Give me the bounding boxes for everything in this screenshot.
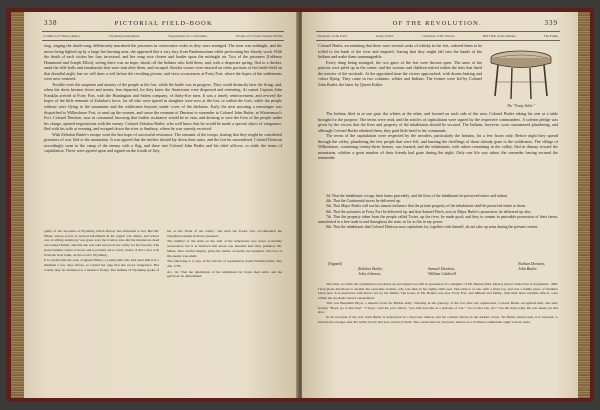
- right-footnote: The table on which the capitulation was drawn up and signed was still in possession of a daughter of Mr. Bennet (Mrs. Myers) when I visited her in September, 1848. I had given directions to another the venerable woman, who was then in her eighty-sixth year. The table is of oak, with a fixed top, and was a family piece of furniture when new. It is preserved with much care by the family. The house of Mr. Bennet was near Forty Fort, and himself and family, with their most valuable effects, were within the stockade when it surrendered.: [318, 282, 558, 301]
- left-footnote: The number of the slain on the side of the Americans was never accurately ascertained, but it is believed that about one hundred and sixty perished. Mr. Miner, after careful inquiry, gives the names of nearly two hundred. The loss of the enemy was small.: [167, 239, 282, 258]
- left-page-header: [44, 19, 282, 29]
- left-topic-item: Wyoming Settlements.: [109, 34, 140, 38]
- treaty-table-illustration: [486, 44, 556, 102]
- article-item: 4th. That the Continental stores be delivered up.: [326, 199, 401, 204]
- signed-label: [Signed]: [328, 261, 342, 266]
- right-opening-text: [318, 43, 482, 87]
- right-paragraph: Every thing being arranged, the two gates of the fort were thrown open. The arms of the patriots were piled up in the center, and the women and children retired within the huts that lined the interior of the stockade. At the appointed time the victors approached, with drums beating and colors flying. They came in two columns, whites and Indians. The former were led by Colonel John Butler, the latter by Queen Esther.: [318, 59, 482, 87]
- right-page-edges: [577, 12, 590, 398]
- left-footnotes: [44, 229, 282, 279]
- article-item: 3d. That the inhabitants occupy their farms peaceably, and the lives of the inhabitants be preserved entire and unhurt.: [326, 194, 508, 198]
- capitulation-articles: [318, 194, 558, 230]
- left-topic-item: Negotiations for a Surrender.: [168, 34, 208, 38]
- right-topic-item: Bad Faith of the Indians.: [482, 34, 517, 38]
- left-paragraph: Terrible were the suspense and anxiety of the people at the fort, while the battle was in progress. They could distinctly hear the firing, and, when the shots became fewer and nearer, fear departed, for they knew the Americans were dispersed and retreating. At sunset Captain John Franklin arrived at Forty Fort, with the Huntington and Salem company, of thirty-five men. It was a timely reinforcement, and revived the hopes of the little remnant of Zebulon's force, for all who were spared in slaughter were now at the fort, or within the forts, while the people without were flying to the mountains and the wilderness beyond, under cover of the darkness. Early the next morning a messenger was dispatched to Wilkesbarre Fort, to send up the women, and cause the remnant of Denison to surrender to Colonel John Butler, at Wintermoot's Fort. Colonel Denison, now in command, knowing that further resistance would be in vain, and desiring to save the lives of the people under his charge, opened negotiations with the enemy. Colonel Zebulon Butler, who well knew that he would be made a special object of vengeance, fled with his wife at evening, and escaped down the river to Sunbury, where he was warmly received.: [44, 81, 282, 132]
- book: [6, 8, 594, 402]
- article-item: 5th. That Major Butler will use his utmost influence that the private property of the inhabitants shall be preserved entire to them.: [326, 204, 526, 209]
- right-topic-item: Surrender of the Forts.: [317, 34, 348, 38]
- right-topic-item: Condition of the Victors.: [421, 34, 456, 38]
- right-paragraph: The terms of the capitulation were respected by the invaders, particularly the Indians, for a few hours only. Before night they spread through the valley, plundering the few people that were left, and burning the dwellings of those already gone to the wilderness. The village of Wilkesbarre, containing twenty-three houses, was burned; and the inhabitants, with others remaining in the valley, fled in dismay toward the mountains, whither a great number of their friends had gone during the night. Only one life was taken, the surrender having secured the remainder.: [318, 133, 558, 161]
- signatory-name: Nathan Denison,: [518, 261, 546, 266]
- left-footnote: guilty of the atrocities at Wyoming which history has attributed to her. But Mr. Miner, whose access to several informants in the region was ample, and whose care in sifting testimony was great, says the woman who did the murderous deed was named Esther, and that she was well known in the valley for her ferocity. The stone remains where it stood, and is pointed out to every visitor. It lies a few rods from the river bank, on the road to Wyoming.: [44, 229, 159, 257]
- right-paragraph: The Indians filed in at one gate, the whites at the other, and formed on each side of the area, Colonel Butler taking his seat at a table brought for the purpose. The terms were read, and the articles of capitulation were signed by the respective commanders. A solemn pledge was given by the victors that the lives and property of the inhabitants should be secured. The Indians, however, soon commenced plundering, and although Colonel Butler rebuked them, they paid little heed to his commands.: [318, 111, 558, 133]
- right-paragraph: Colonel Butler, ascertaining that there were several casks of whisky in the fort, ordered them to be rolled to the bank of the river and emptied, fearing that they might fall into the hands of the Indians and make them unmanageable.: [318, 43, 482, 60]
- signatory-name: John Butler.: [518, 266, 538, 272]
- right-footnote: In all accounts of the war, John Butler is denounced as a ferocious demon, and his conduct shown in the darkest colors. Yet Butler endeavored, it is asserted, to restrain the savages after the battle; but he had lost control of them. The colonel did not, however, behave as a civilized commander ought to have done.: [318, 314, 558, 324]
- left-paragraph: With Zebulon Butler's escape went the last hope of successful resistance. The remnant of the troops, fearing that they might be considered prisoners of war, fled to the mountains. It was agreed that the settlers should lay down their arms, and the fort be surrendered. Colonel Denison accordingly went to the camp of the enemy with a flag, and there met Colonel John Butler and his chief officers, to settle the terms of capitulation. These were agreed upon and signed on the fourth of July.: [44, 131, 282, 154]
- right-body-text: [318, 111, 558, 161]
- right-footnote: This was Benjamin Boyd, a deserter from the British army. Standing in the gateway of the fort after the capitulation, Colonel Butler recognized him, and said, sternly, "Boyd, go to that tree!" "I hope," said the poor fellow, "you will treat me as a prisoner of war." "Go to that tree, sir!" was the stern reply. He was taken out and shot.: [318, 300, 558, 315]
- witness-column-2: [428, 266, 457, 277]
- left-footnote: It is related that the sons of Queen Esther, a young man who had been killed in a skirmish a few days before, so roused her rage that she swore vengeance. Her cruelty may be attributed to a mother's frenzy. The Indians of Wyoming spoke of her as the 'fiend of the valley', and even the Tories who accompanied the expedition shrank from her presence.: [44, 229, 282, 272]
- signatory-column: [518, 261, 545, 272]
- left-topic-item: Condition of Sharon Rutter.: [43, 34, 81, 38]
- left-body-text: [44, 43, 282, 154]
- left-page-edges: [11, 12, 24, 398]
- left-page: [24, 12, 298, 398]
- right-page: [302, 12, 578, 398]
- illustration-caption: The "Treaty Table.": [506, 104, 535, 108]
- article-item: 7th. That the property taken from the people called Tories, up the river, be made good; and they to remain in peaceable possession of their farms, unmolested in a free trade in and throughout the state, as far as lies in my power.: [318, 214, 558, 225]
- left-paragraph: ring, singing the death-song, deliberately murdered the prisoners in consecutive order as they were arranged. The time was midnight, and the moon being lighted up by a large fire burning near, she appeared like a very fury from Pandemonium while performing her bloody work. With the death of each victim her fury increased, and her song rose clearer and louder upon the midnight air. Two of the prisoners (Lebbeus Hammond and Joseph Elliot), seeing there was no hope, shook off the Indians who held them, and, with a desperate spring, fled to a thicket, amid the rifle-balls and tomahawks that were sent after them, and escaped. Similar scenes were enacted on other portions of the battle-field on that dreadful night, but we will draw a veil before the revolting picture, and view occurrences at Forty Fort, where the hopes of the settlements were now centered.: [44, 43, 282, 82]
- article-item: 6th. That the prisoners in Forty Fort be delivered up, and that Samuel Finch, now in Major Butler's possession, be delivered up also.: [326, 209, 532, 214]
- witness-name: William Caldwell.: [428, 271, 457, 277]
- right-running-title: OF THE REVOLUTION.: [392, 20, 482, 27]
- witness-name: Samuel Denison,: [428, 266, 456, 271]
- left-footnote: Art. 1st. That the inhabitants of the settlement lay down their arms, and the garrisons be demolished.: [167, 269, 282, 279]
- right-page-header: [318, 19, 558, 29]
- right-topic-item: Treaty Terms.: [375, 34, 395, 38]
- right-footnotes: [318, 282, 558, 324]
- witness-name: John Johnson,: [358, 271, 382, 277]
- witness-name: Zebulon Butler,: [358, 266, 383, 271]
- left-topic-line: [42, 31, 284, 41]
- right-topic-line: [316, 31, 560, 41]
- article-item: 8th. That the inhabitants that Colonel Denison now capitulates for, together with himself, do not take up arms during the present contest.: [326, 225, 539, 230]
- left-topic-item: Escape of Colonel Zebulon Butler.: [236, 34, 283, 38]
- left-footnote: The following is a copy of the articles of capitulation, dated Westmoreland, July 4th, 1778.: [167, 259, 282, 268]
- left-running-title: PICTORIAL FIELD-BOOK: [114, 20, 213, 27]
- witness-column-1: [358, 266, 383, 277]
- right-page-number: 339: [544, 19, 558, 27]
- right-topic-item: The Flight.: [543, 34, 559, 38]
- left-page-number: 338: [44, 19, 58, 27]
